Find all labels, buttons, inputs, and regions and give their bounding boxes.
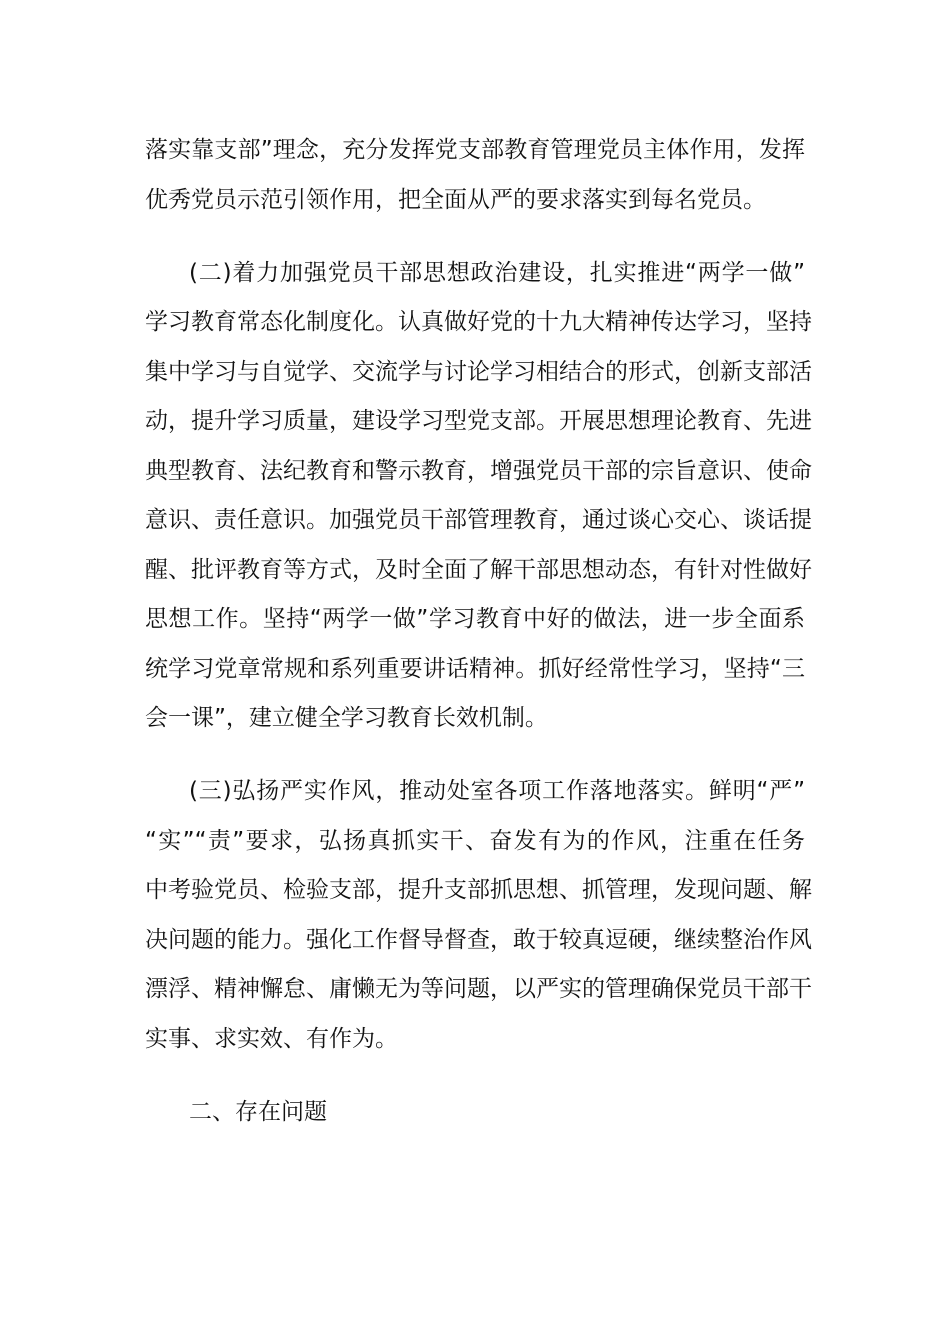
text-line: 思想工作。坚持“两学一做”学习教育中好的做法，进一步全面系	[145, 606, 805, 632]
text-line: 决问题的能力。强化工作督导督查，敢于较真逗硬，继续整治作风	[145, 927, 812, 953]
text-line: 落实靠支部”理念，充分发挥党支部教育管理党员主体作用，发挥	[145, 137, 805, 163]
text-line: 漂浮、精神懈怠、庸懒无为等问题，以严实的管理确保党员干部干	[145, 976, 812, 1002]
text-line: 集中学习与自觉学、交流学与讨论学习相结合的形式，创新支部活	[145, 359, 812, 385]
text-line: 醒、批评教育等方式，及时全面了解干部思想动态，有针对性做好	[145, 557, 812, 583]
text-line: 中考验党员、检验支部，提升支部抓思想、抓管理，发现问题、解	[145, 877, 812, 903]
text-line: 优秀党员示范引领作用，把全面从严的要求落实到每名党员。	[145, 187, 766, 213]
text-line: 学习教育常态化制度化。认真做好党的十九大精神传达学习，坚持	[145, 309, 812, 335]
text-line: 动，提升学习质量，建设学习型党支部。开展思想理论教育、先进	[145, 408, 812, 434]
text-line: 典型教育、法纪教育和警示教育，增强党员干部的宗旨意识、使命	[145, 458, 812, 484]
section-heading: 二、存在问题	[189, 1099, 327, 1125]
paragraph-heading-line: (三)弘扬严实作风，推动处室各项工作落地落实。鲜明“严”	[189, 778, 805, 804]
text-line: “实”“责”要求，弘扬真抓实干、奋发有为的作风，注重在任务	[145, 828, 805, 854]
text-line: 统学习党章常规和系列重要讲话精神。抓好经常性学习，坚持“三	[145, 656, 805, 682]
text-line: 实事、求实效、有作为。	[145, 1026, 398, 1052]
text-line: 意识、责任意识。加强党员干部管理教育，通过谈心交心、谈话提	[145, 507, 812, 533]
text-line: 会一课”，建立健全学习教育长效机制。	[145, 705, 548, 731]
paragraph-heading-line: (二)着力加强党员干部思想政治建设，扎实推进“两学一做”	[189, 260, 805, 286]
